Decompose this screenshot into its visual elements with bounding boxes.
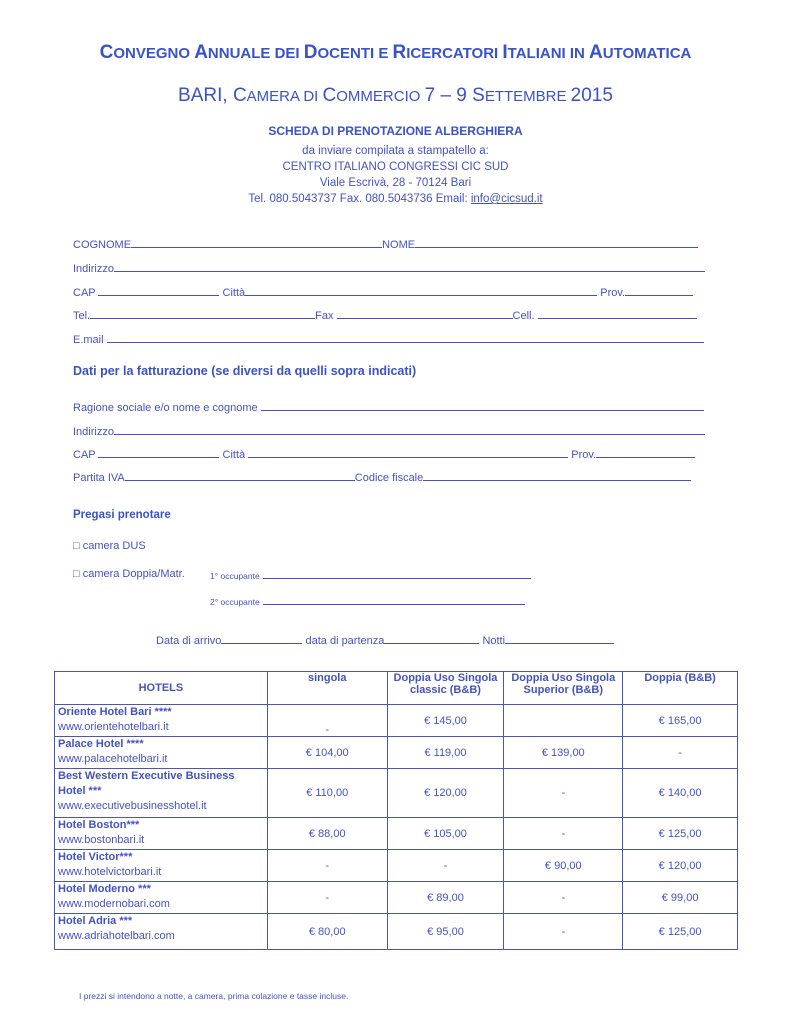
price-cell: € 125,00 <box>623 914 738 950</box>
cf-field[interactable] <box>423 470 691 481</box>
hotel-name: Oriente Hotel Bari **** <box>58 706 172 718</box>
partenza-field[interactable] <box>384 633 479 644</box>
contacts-text: Tel. 080.5043737 Fax. 080.5043736 Email: <box>248 193 471 205</box>
row-occupant-2 <box>210 596 525 608</box>
notti-field[interactable] <box>505 633 614 644</box>
row-address <box>73 261 705 275</box>
billing-indirizzo-label: Indirizzo <box>73 426 114 438</box>
occupant-2-field[interactable] <box>263 596 525 605</box>
hotel-website[interactable]: www.executivebusinesshotel.it <box>58 800 207 812</box>
title-part: C <box>322 85 337 106</box>
price-cell: - <box>623 737 738 769</box>
cf-label: Codice fiscale <box>354 472 424 484</box>
price-cell: € 88,00 <box>267 818 387 850</box>
table-header-row <box>55 672 738 705</box>
piva-field[interactable] <box>125 470 355 481</box>
citta-field[interactable] <box>245 285 597 296</box>
billing-citta-label: Città <box>222 449 246 461</box>
price-cell: € 89,00 <box>387 882 504 914</box>
title-part: ICERCATORI <box>406 45 503 62</box>
email-label: E.mail <box>73 334 104 346</box>
title-part: BARI, C <box>178 85 247 106</box>
form-title: SCHEDA DI PRENOTAZIONE ALBERGHIERA <box>268 124 523 138</box>
price-cell: - <box>267 882 387 914</box>
hotel-cell <box>55 914 268 950</box>
row-cap <box>73 285 693 299</box>
prov-label: Prov. <box>600 287 626 299</box>
price-footnote: I prezzi si intendono a notte, a camera, prima colazione e tasse incluse. <box>79 991 349 1001</box>
billing-cap-field[interactable] <box>98 447 219 458</box>
row-phone <box>73 308 697 322</box>
cell-field[interactable] <box>538 308 697 319</box>
table-row <box>55 818 738 850</box>
title-part: R <box>392 42 407 63</box>
table-row <box>55 769 738 818</box>
dus-checkbox[interactable]: □ camera DUS <box>73 540 146 552</box>
indirizzo-field[interactable] <box>114 261 705 272</box>
occupant-2-label: 2° occupante <box>210 597 260 607</box>
title-part: A <box>589 42 603 63</box>
indirizzo-label: Indirizzo <box>73 263 114 275</box>
price-cell: - <box>504 769 623 818</box>
price-cell: € 120,00 <box>623 850 738 882</box>
price-cell: € 95,00 <box>387 914 504 950</box>
row-billing-address <box>73 424 705 438</box>
price-cell: € 99,00 <box>623 882 738 914</box>
occupant-1-label: 1° occupante <box>210 571 260 581</box>
hotel-website[interactable]: www.palacehotelbari.it <box>58 753 168 765</box>
hotel-website[interactable]: www.hotelvictorbari.it <box>58 866 162 878</box>
fax-label: Fax <box>315 310 334 322</box>
doppia-checkbox[interactable]: □ camera Doppia/Matr. <box>73 568 185 580</box>
document-title <box>0 42 791 64</box>
ragione-label: Ragione sociale e/o nome e cognome <box>73 402 258 414</box>
email-link[interactable]: info@cicsud.it <box>470 193 543 205</box>
nome-field[interactable] <box>415 237 698 248</box>
partenza-label: data di partenza <box>305 635 385 647</box>
billing-citta-field[interactable] <box>248 447 568 458</box>
price-cell: - <box>387 850 504 882</box>
cognome-field[interactable] <box>131 237 382 248</box>
tel-field[interactable] <box>90 308 315 319</box>
row-occupant-1 <box>210 570 531 582</box>
hotel-website[interactable]: www.adriahotelbari.com <box>58 930 175 942</box>
send-instructions: da inviare compilata a stampatello a: <box>302 145 489 157</box>
tel-label: Tel. <box>73 310 91 322</box>
column-header: singola <box>267 672 387 705</box>
occupant-1-field[interactable] <box>263 570 531 579</box>
cap-label: CAP <box>73 287 96 299</box>
billing-indirizzo-field[interactable] <box>114 424 705 435</box>
booking-heading: Pregasi prenotare <box>73 509 171 521</box>
hotel-cell <box>55 850 268 882</box>
ragione-field[interactable] <box>261 400 704 411</box>
organizer-contacts <box>0 193 791 205</box>
price-cell: € 140,00 <box>623 769 738 818</box>
hotel-name: Palace Hotel **** <box>58 738 144 750</box>
title-part: NNUALE DEI <box>207 45 304 62</box>
title-part: ONVEGNO <box>113 45 195 62</box>
column-header: Doppia Uso Singola classic (B&B) <box>387 672 504 705</box>
email-field[interactable] <box>107 332 704 343</box>
price-cell: - <box>267 705 387 737</box>
row-ragione <box>73 400 704 414</box>
table-row <box>55 882 738 914</box>
title-part: ETTEMBRE <box>484 88 571 105</box>
billing-prov-field[interactable] <box>596 447 695 458</box>
title-part: I <box>502 42 508 63</box>
event-location-dates <box>0 85 791 107</box>
title-part: 7 – 9 S <box>424 85 485 106</box>
column-header: Doppia Uso Singola Superior (B&B) <box>504 672 623 705</box>
title-part: A <box>194 42 208 63</box>
price-cell: € 80,00 <box>267 914 387 950</box>
hotel-cell <box>55 769 268 818</box>
price-cell: € 139,00 <box>504 737 623 769</box>
nome-label: NOME <box>382 239 416 251</box>
hotel-website[interactable]: www.modernobari.com <box>58 898 170 910</box>
citta-label: Città <box>222 287 246 299</box>
table-row <box>55 737 738 769</box>
title-part: D <box>303 42 318 63</box>
organizer-street: Viale Escrivà, 28 - 70124 Bari <box>319 177 472 189</box>
hotel-website[interactable]: www.orientehotelbari.it <box>58 721 169 733</box>
title-part: 2015 <box>570 85 613 106</box>
price-cell: - <box>504 818 623 850</box>
title-part: TALIANI IN <box>507 45 590 62</box>
hotel-name: Hotel Adria *** <box>58 915 133 927</box>
price-cell: € 165,00 <box>623 705 738 737</box>
column-header: HOTELS <box>55 672 268 705</box>
price-cell: - <box>504 882 623 914</box>
cap-field[interactable] <box>98 285 219 296</box>
prov-field[interactable] <box>625 285 693 296</box>
row-name <box>73 237 698 251</box>
row-billing-cap <box>73 447 695 461</box>
price-cell: € 120,00 <box>387 769 504 818</box>
hotel-name: Hotel Moderno *** <box>58 883 151 895</box>
arrivo-label: Data di arrivo <box>156 635 222 647</box>
fax-field[interactable] <box>337 308 513 319</box>
price-cell: € 145,00 <box>387 705 504 737</box>
hotel-cell <box>55 705 268 737</box>
price-cell: € 104,00 <box>267 737 387 769</box>
hotel-cell <box>55 882 268 914</box>
organizer-name: CENTRO ITALIANO CONGRESSI CIC SUD <box>282 161 509 173</box>
hotel-cell <box>55 737 268 769</box>
billing-cap-label: CAP <box>73 449 96 461</box>
row-email <box>73 332 704 346</box>
hotel-name: Hotel Victor*** <box>58 851 133 863</box>
price-cell: € 125,00 <box>623 818 738 850</box>
title-part: UTOMATICA <box>602 45 692 62</box>
hotel-website[interactable]: www.bostonbari.it <box>58 834 145 846</box>
column-header: Doppia (B&B) <box>623 672 738 705</box>
billing-prov-label: Prov. <box>571 449 597 461</box>
table-row <box>55 850 738 882</box>
row-dates <box>156 633 614 647</box>
piva-label: Partita IVA <box>73 472 125 484</box>
hotel-name: Best Western Executive Business Hotel *** <box>58 770 235 797</box>
title-part: OCENTI E <box>317 45 393 62</box>
table-row <box>55 705 738 737</box>
price-cell <box>504 705 623 737</box>
row-piva <box>73 470 691 484</box>
hotel-cell <box>55 818 268 850</box>
price-cell: - <box>504 914 623 950</box>
hotel-name: Hotel Boston*** <box>58 819 140 831</box>
hotels-table <box>54 671 738 950</box>
notti-label: Notti <box>482 635 506 647</box>
price-cell: € 90,00 <box>504 850 623 882</box>
price-cell: € 105,00 <box>387 818 504 850</box>
price-cell: € 110,00 <box>267 769 387 818</box>
price-cell: - <box>267 850 387 882</box>
price-cell: € 119,00 <box>387 737 504 769</box>
title-part: OMMERCIO <box>336 88 425 105</box>
title-part: AMERA DI <box>246 88 323 105</box>
arrivo-field[interactable] <box>221 633 302 644</box>
title-part: C <box>99 42 114 63</box>
cognome-label: COGNOME <box>73 239 132 251</box>
billing-heading: Dati per la fatturazione (se diversi da quelli sopra indicati) <box>73 364 417 378</box>
table-row <box>55 914 738 950</box>
cell-label: Cell. <box>512 310 535 322</box>
